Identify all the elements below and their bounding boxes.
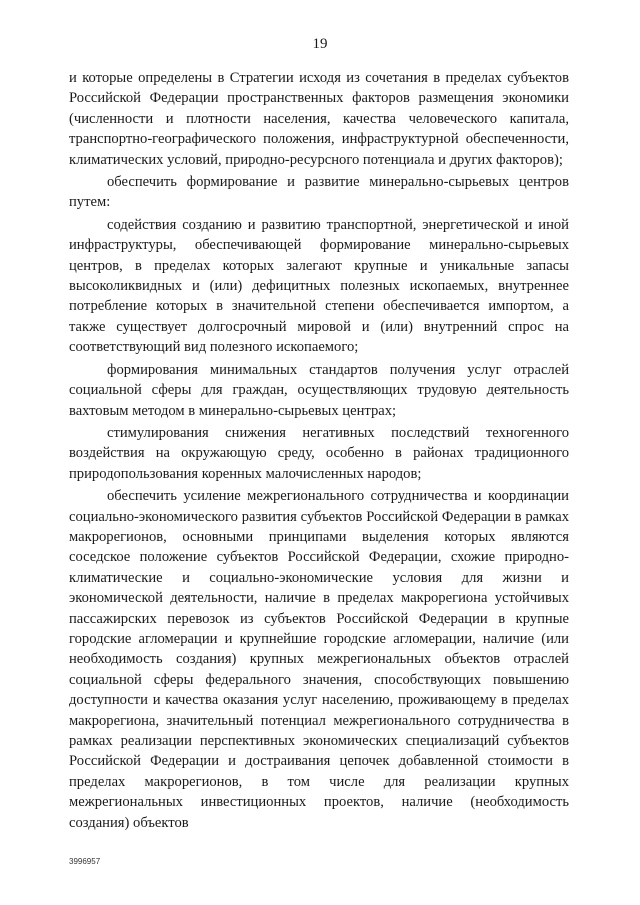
paragraph: стимулирования снижения негативных последствий техногенного воздействия на окружающую среду, особенно в районах традиционного природопользования коренных малочисленных народов; (69, 424, 569, 482)
paragraph: и которые определены в Стратегии исходя из сочетания в пределах субъектов Российской Федерации пространственных факторов размещения экономики (численности и плотности населения, качества человеческого капитала, транспортно-географического положения, инфраструктурной обеспеченности, климатических условий, природно-ресурсного потенциала и других факторов); (69, 70, 569, 168)
paragraph: обеспечить усиление межрегионального сотрудничества и координации социально-экономического развития субъектов Российской Федерации в рамках макрорегионов, основными принципами выделения которых являются соседское положение субъектов Российской Федерации, схожие природно-климатические и социально-экономические условия для жизни и экономической деятельности, наличие в пределах макрорегиона устойчивых пассажирских перевозок из субъектов Российской Федерации в крупные городские агломерации и крупнейшие городские агломерации, наличие (или необходимость создания) крупных межрегиональных объектов отраслей социальной сферы федерального значения, способствующих повышению доступности и качества оказания услуг населению, проживающему в пределах макрорегиона, значительный потенциал межрегионального сотрудничества в рамках реализации перспективных экономических специализаций субъектов Российской Федерации и достраивания цепочек добавленной стоимости в пределах макрорегионов, в том числе для реализации крупных межрегиональных инвестиционных проектов, наличие (необходимость создания) объектов (69, 488, 569, 831)
paragraph: формирования минимальных стандартов получения услуг отраслей социальной сферы для граждан, осуществляющих трудовую деятельность вахтовым методом в минерально-сырьевых центрах; (69, 361, 569, 419)
paragraph: обеспечить формирование и развитие минерально-сырьевых центров путем: (69, 174, 569, 211)
paragraph: содействия созданию и развитию транспортной, энергетической и иной инфраструктуры, обеспечивающей формирование минерально-сырьевых центров, в пределах которых залегают крупные и уникальные запасы высоколиквидных и (или) дефицитных полезных ископаемых, внутреннее потребление которых в значительной степени обеспечивается импортом, а также существует долгосрочный мировой и (или) внутренний спрос на соответствующий вид полезного ископаемого; (69, 216, 569, 356)
page-number: 19 (312, 36, 328, 52)
document-code: 3996957 (69, 857, 101, 866)
document-body (69, 68, 569, 835)
